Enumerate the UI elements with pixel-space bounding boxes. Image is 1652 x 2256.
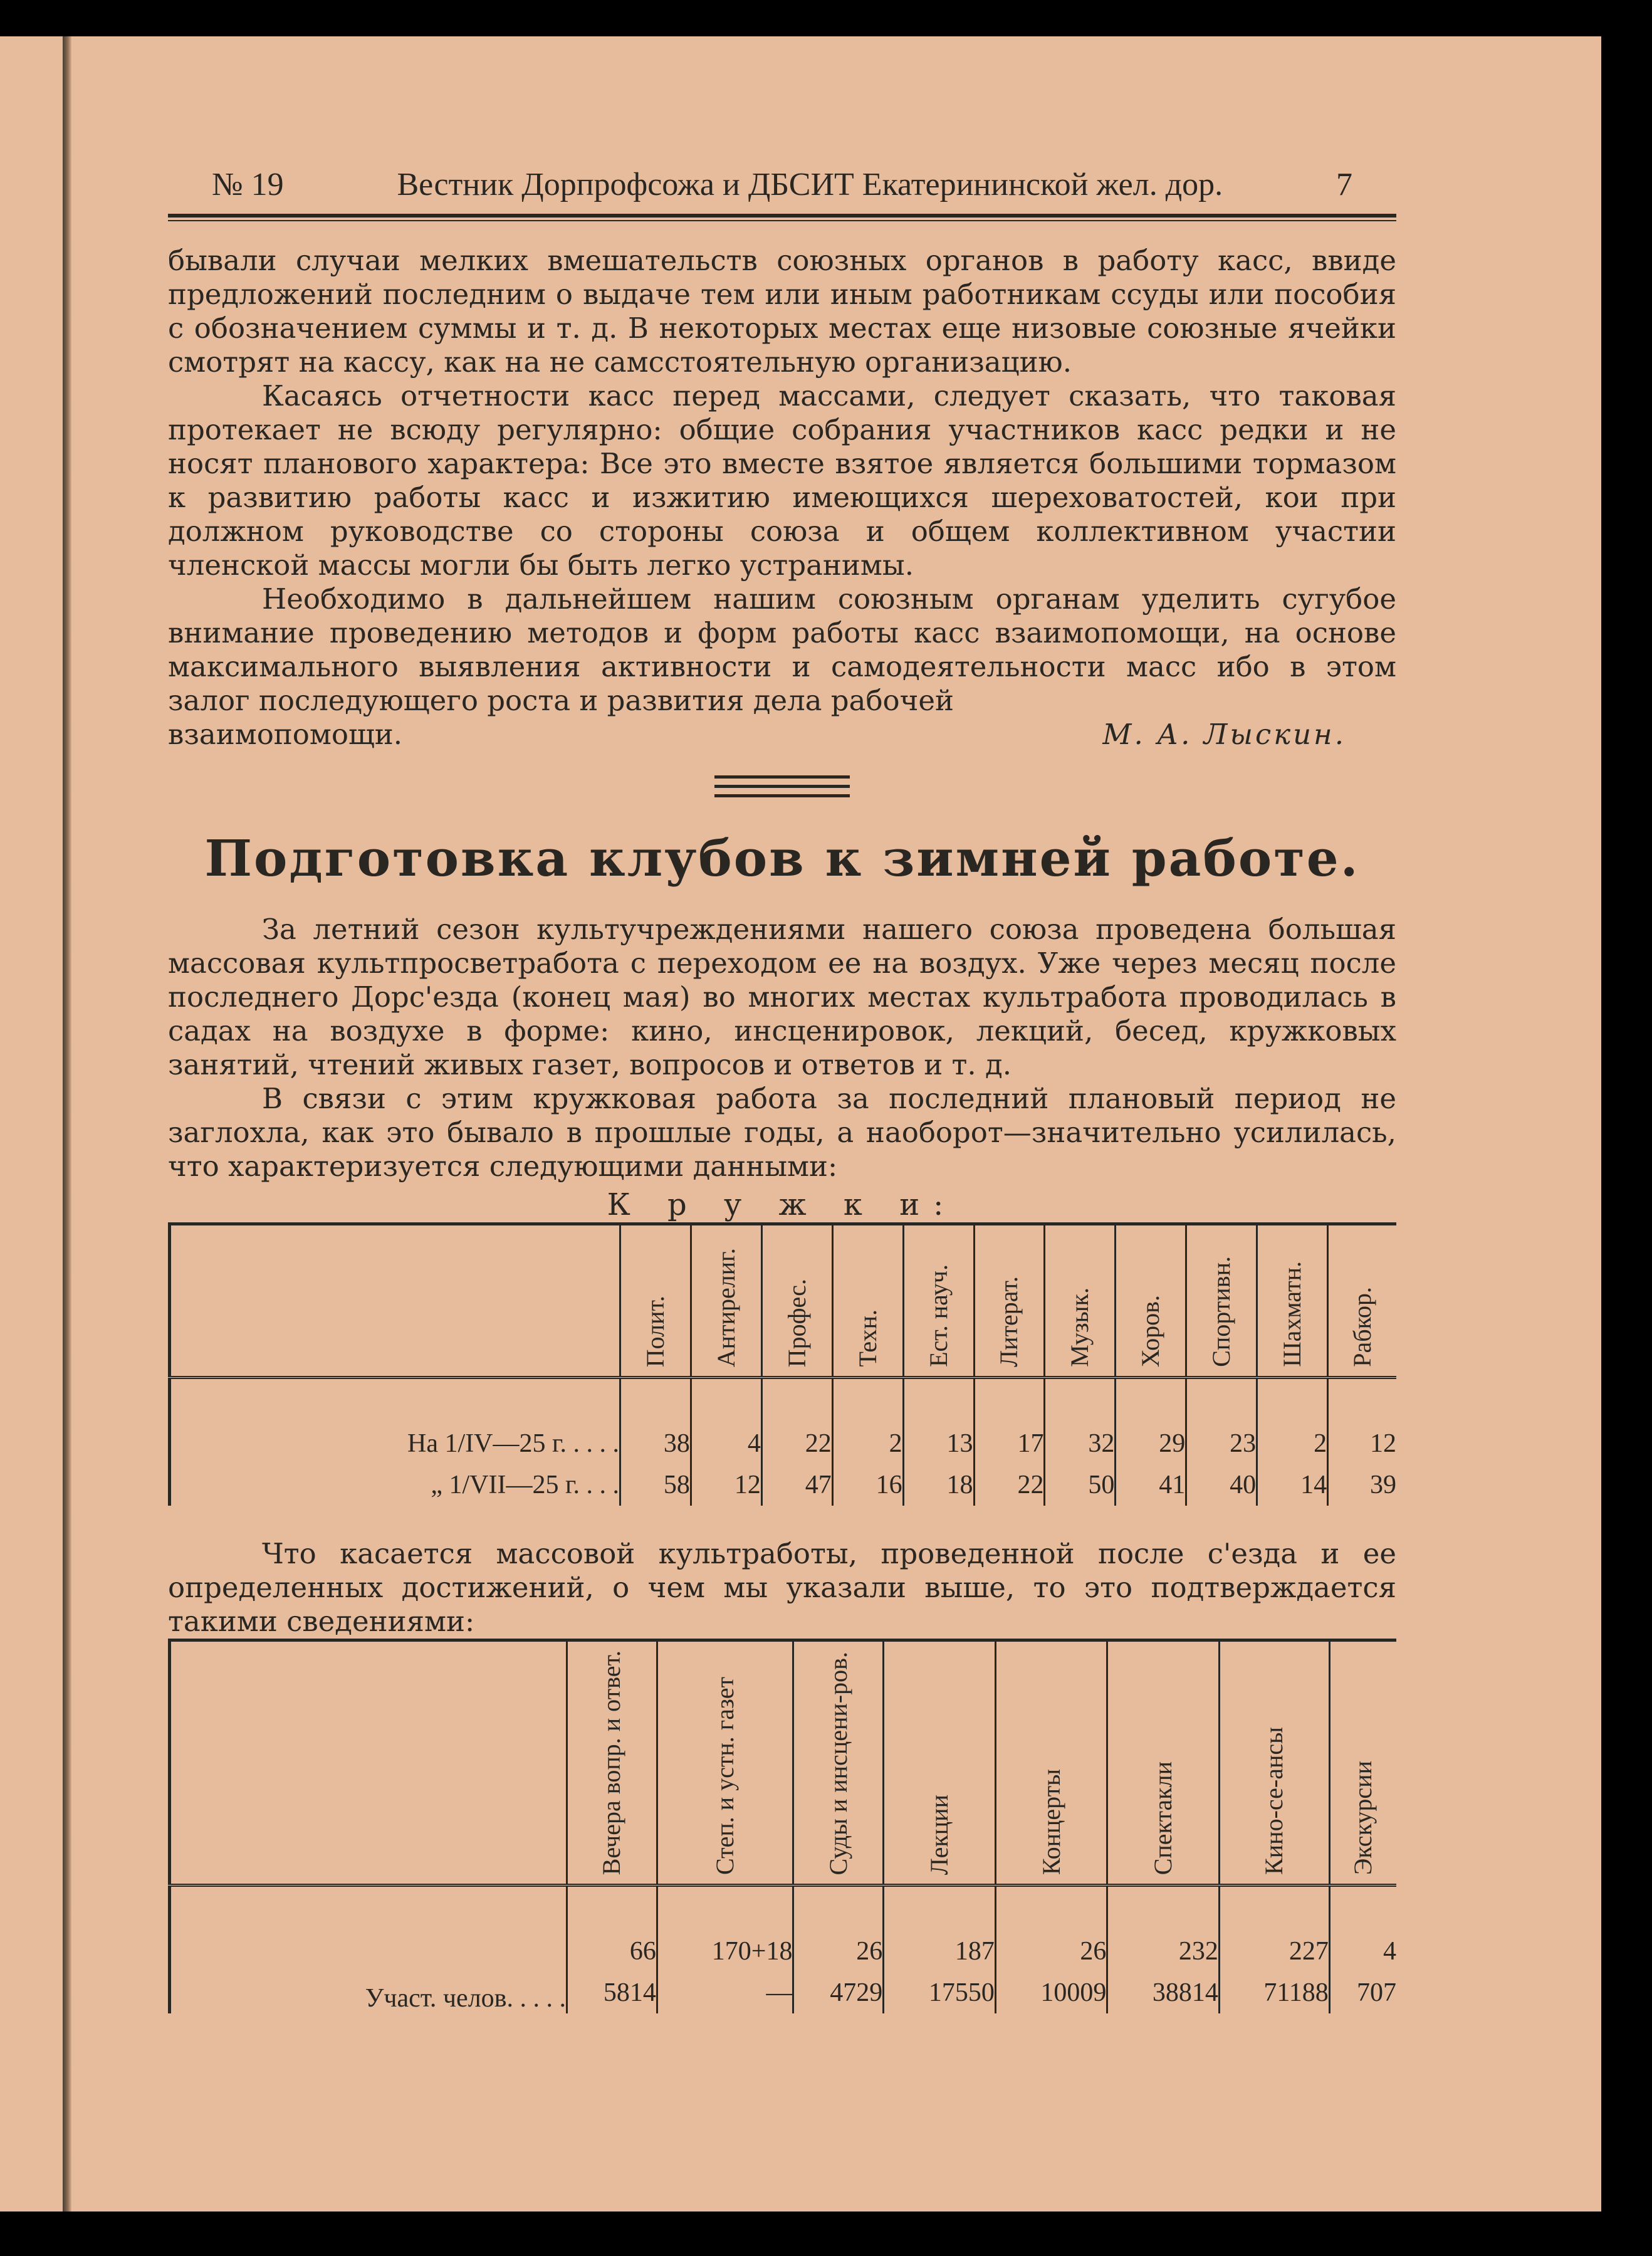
column-header-label: Степ. и устн. газет (711, 1677, 740, 1876)
table-cell: 41 (1116, 1464, 1186, 1506)
table-cell: 66 (567, 1886, 657, 1973)
page-number: 7 (1336, 167, 1352, 202)
paragraph: Касаясь отчетности касс перед массами, следует сказать, что таковая протекает не всюду регулярно: общие собрания участников касс редки и не носят планового характера: Все это вместе взятое является большими тормазом к развитию работы касс и изжитию имеющихся шереховатостей, кои при должном руководстве со стороны союза и общем коллективном участии членской массы могли бы быть легко устранимы. (168, 379, 1396, 582)
mass-work-table (168, 1639, 1396, 2013)
paragraph: бывали случаи мелких вмешательств союзных органов в работу касс, ввиде предложений последним о выдаче тем или иным работникам ссуды или пособия с обозначением суммы и т. д. В некоторых местах еще низовые союзные ячейки смотрят на кассу, как на не самсстоятельную организацию. (168, 244, 1396, 379)
table-cell: 10009 (995, 1972, 1107, 2013)
table-cell: 18 (903, 1464, 974, 1506)
column-header (691, 1224, 761, 1378)
table-cell: 50 (1045, 1464, 1116, 1506)
table-cell: 2 (1257, 1378, 1328, 1465)
column-header (620, 1224, 691, 1378)
column-header (1107, 1640, 1220, 1886)
column-header (1219, 1640, 1329, 1886)
column-header (657, 1640, 793, 1886)
table-cell: 38 (620, 1378, 691, 1465)
column-header (995, 1640, 1107, 1886)
table-cell: 58 (620, 1464, 691, 1506)
table-caption: К р у ж к и: (607, 1187, 958, 1222)
column-header-label: Литерат. (995, 1276, 1023, 1367)
table-cell: 40 (1186, 1464, 1257, 1506)
header-rule (168, 214, 1396, 218)
column-header-label: Шахматн. (1278, 1261, 1307, 1367)
table-cell: 5814 (567, 1972, 657, 2013)
article-mutual-aid (168, 244, 1396, 752)
column-header (974, 1224, 1045, 1378)
table-cell: 4 (691, 1378, 761, 1465)
table-cell: 4729 (793, 1972, 884, 2013)
column-header-label: Лекции (925, 1795, 954, 1876)
article-headline: Подготовка клубов к зимней работе. (204, 829, 1360, 888)
section-divider (714, 775, 850, 797)
table-cell: 39 (1328, 1464, 1396, 1506)
table-cell: 26 (793, 1886, 884, 1973)
table-cell: 23 (1186, 1378, 1257, 1465)
column-header-label: Музык. (1065, 1288, 1094, 1367)
article-club-preparation (168, 829, 1396, 2013)
table-cell: 4 (1329, 1886, 1396, 1973)
table-row (170, 1886, 1397, 1973)
table-cell: 26 (995, 1886, 1107, 1973)
table-cell: 187 (884, 1886, 996, 1973)
table-cell: 32 (1045, 1378, 1116, 1465)
header-rule-thin (168, 220, 1396, 221)
paragraph: Что касается массовой культработы, проведенной после с'езда и ее определенных достижений, о чем мы указали выше, то это подтверждается такими сведениями: (168, 1537, 1396, 1638)
column-header (793, 1640, 884, 1886)
column-header-label: Хоров. (1136, 1294, 1165, 1367)
column-header-label: Вечера вопр. и ответ. (597, 1650, 626, 1876)
column-header (884, 1640, 996, 1886)
table-cell: — (657, 1972, 793, 2013)
table-cell: 29 (1116, 1378, 1186, 1465)
column-header-label: Экскурсии (1349, 1761, 1378, 1876)
column-header (1329, 1640, 1396, 1886)
column-header (832, 1224, 903, 1378)
column-header-label: Кино-се-ансы (1260, 1727, 1289, 1876)
table-cell: 17550 (884, 1972, 996, 2013)
row-label: Участ. челов. . . . . (170, 1972, 567, 2013)
column-header-label: Спортивн. (1207, 1256, 1236, 1367)
journal-title: Вестник Дорпрофсожа и ДБСИТ Екатерининской жел. дор. (397, 167, 1223, 202)
table-cell: 38814 (1107, 1972, 1220, 2013)
row-label (170, 1886, 567, 1973)
page-content (168, 166, 1396, 2013)
table-stub-header (170, 1640, 567, 1886)
column-header (567, 1640, 657, 1886)
column-header-label: Профес. (782, 1278, 811, 1367)
column-header-label: Спектакли (1149, 1761, 1178, 1876)
table-cell: 13 (903, 1378, 974, 1465)
table-cell: 47 (761, 1464, 832, 1506)
table-cell: 227 (1219, 1886, 1329, 1973)
column-header (1116, 1224, 1186, 1378)
row-label: „ 1/VII—25 г. . . . (170, 1464, 620, 1506)
paragraph-end: взаимопомощи. (168, 718, 403, 751)
table-cell: 2 (832, 1378, 903, 1465)
column-header-label: Ест. науч. (924, 1264, 953, 1367)
table-stub-header (170, 1224, 620, 1378)
column-header (1045, 1224, 1116, 1378)
table-cell: 17 (974, 1378, 1045, 1465)
table-cell: 12 (1328, 1378, 1396, 1465)
column-header (1257, 1224, 1328, 1378)
column-header-label: Техн. (853, 1309, 882, 1367)
column-header (761, 1224, 832, 1378)
table-cell: 707 (1329, 1972, 1396, 2013)
signature-line (168, 718, 1396, 752)
issue-number: № 19 (212, 167, 284, 202)
table-row (170, 1378, 1397, 1465)
column-header (1328, 1224, 1396, 1378)
table-row (170, 1972, 1397, 2013)
table-cell: 170+18 (657, 1886, 793, 1973)
book-spine (63, 36, 71, 2211)
circles-table (168, 1222, 1396, 1506)
column-header-label: Суды и инсцени-ров. (823, 1651, 852, 1876)
column-header-label: Антирелиг. (711, 1247, 740, 1367)
table-cell: 14 (1257, 1464, 1328, 1506)
table-cell: 22 (974, 1464, 1045, 1506)
column-header (903, 1224, 974, 1378)
row-label: На 1/IV—25 г. . . . . (170, 1378, 620, 1465)
paragraph: За летний сезон культучреждениями нашего союза проведена большая массовая культпросветработа с переходом ее на воздух. Уже через месяц после последнего Дорс'езда (конец мая) во многих местах культработа проводилась в садах на воздухе в форме: кино, инсценировок, лекций, бесед, кружковых занятий, чтений живых газет, вопросов и ответов и т. д. (168, 913, 1396, 1081)
table-cell: 12 (691, 1464, 761, 1506)
running-head (168, 166, 1396, 212)
table-cell: 22 (761, 1378, 832, 1465)
paragraph: В связи с этим кружковая работа за последний плановый период не заглохла, как это бывало в прошлые годы, а наоборот—значительно усилилась, что характеризуется следующими данными: (168, 1082, 1396, 1183)
table-cell: 16 (832, 1464, 903, 1506)
table-cell: 71188 (1219, 1972, 1329, 2013)
paragraph: Необходимо в дальнейшем нашим союзным органам уделить сугубое внимание проведению методов и форм работы касс взаимопомощи, на основе максимального выявления активности и самодеятельности масс ибо в этом залог последующего роста и развития дела рабочей (168, 582, 1396, 717)
column-header-label: Концерты (1037, 1769, 1065, 1876)
column-header-label: Рабкор. (1348, 1287, 1377, 1367)
column-header-label: Полит. (640, 1295, 669, 1367)
table-row (170, 1464, 1397, 1506)
table-cell: 232 (1107, 1886, 1220, 1973)
author-signature: М. А. Лыскин. (1102, 718, 1346, 751)
column-header (1186, 1224, 1257, 1378)
